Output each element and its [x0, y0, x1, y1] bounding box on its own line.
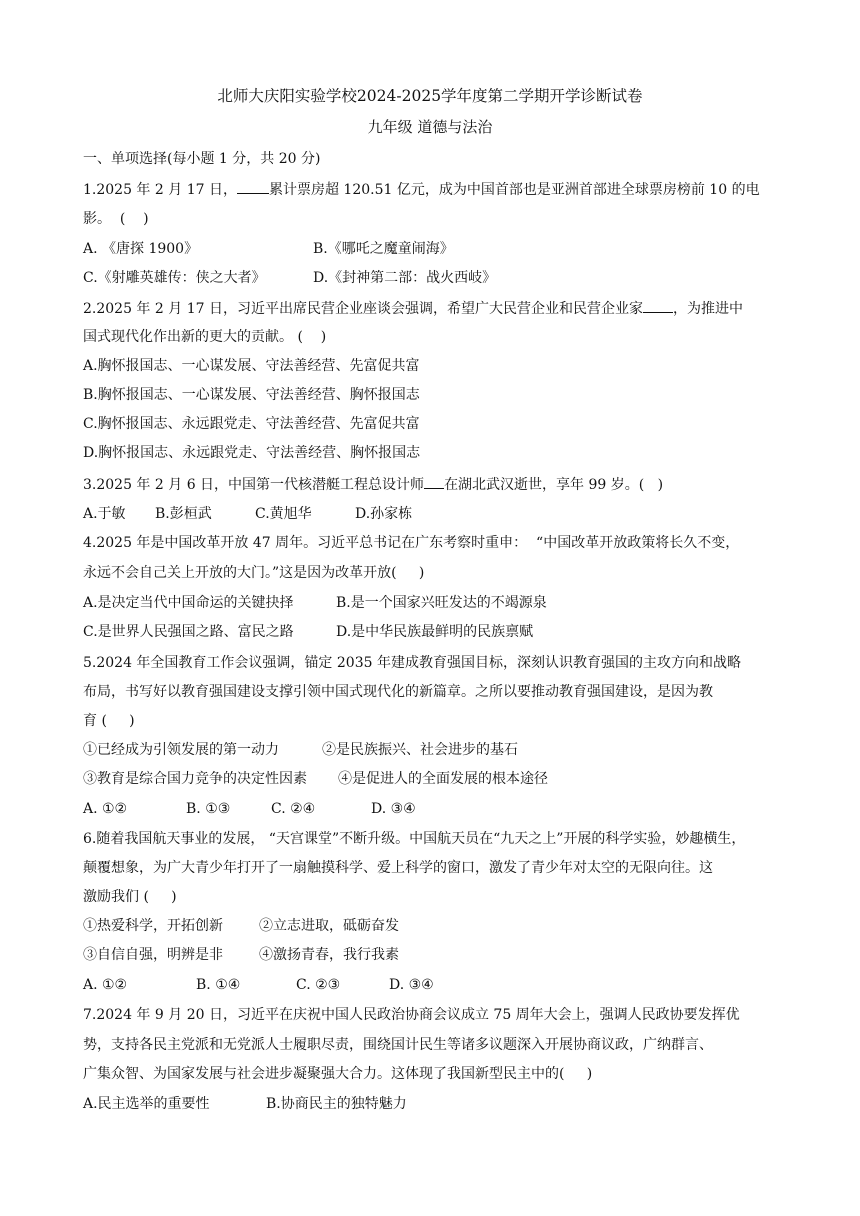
question-5-option-d[interactable]: D. ③④	[371, 801, 416, 817]
section-heading: 一、单项选择(每小题 1 分，共 20 分)	[83, 151, 321, 167]
question-5-statement-2: ②是民族振兴、社会进步的基石	[322, 742, 518, 758]
question-2-option-a[interactable]: A.胸怀报国志、一心谋发展、守法善经营、先富促共富	[83, 358, 420, 374]
question-3-option-d[interactable]: D.孙家栋	[355, 506, 413, 522]
question-7-stem-line-1: 7.2024 年 9 月 20 日，习近平在庆祝中国人民政治协商会议成立 75 周年大会上，强调人民政协要发挥优	[83, 1007, 740, 1023]
question-6-statement-2: ②立志进取，砥砺奋发	[259, 918, 399, 934]
question-4-stem-line-1: 4.2025 年是中国改革开放 47 周年。习近平总书记在广东考察时重申： “中国改革开放政策将长久不变，	[83, 535, 740, 551]
question-2-option-b[interactable]: B.胸怀报国志、一心谋发展、守法善经营、胸怀报国志	[83, 387, 420, 403]
question-6-statement-4: ④激扬青春，我行我素	[259, 947, 399, 963]
question-2-option-d[interactable]: D.胸怀报国志、永远跟党走、守法善经营、胸怀报国志	[83, 445, 421, 461]
answer-blank	[237, 179, 269, 194]
question-5-statement-3: ③教育是综合国力竞争的决定性因素	[83, 771, 307, 787]
question-1-option-d[interactable]: D.《封神第二部：战火西岐》	[313, 270, 497, 286]
question-7-option-a[interactable]: A.民主选举的重要性	[83, 1096, 210, 1112]
question-5-stem-line-3: 育 ( )	[83, 713, 135, 729]
question-7-stem-line-3: 广集众智、为国家发展与社会进步凝聚强大合力。这体现了我国新型民主中的( )	[83, 1066, 593, 1082]
question-6-option-b[interactable]: B. ①④	[196, 977, 241, 993]
question-1-stem-line-2: 影。 ( )	[83, 211, 149, 227]
question-6-statement-3: ③自信自强，明辨是非	[83, 947, 223, 963]
question-4-option-a[interactable]: A.是决定当代中国命运的关键抉择	[83, 595, 294, 611]
question-7-stem-line-2: 势，支持各民主党派和无党派人士履职尽责，围绕国计民生等诸多议题深入开展协商议政，广纳群言、	[83, 1037, 713, 1053]
question-5-option-b[interactable]: B. ①③	[186, 801, 231, 817]
question-2-stem-line-1: 2.2025 年 2 月 17 日，习近平出席民营企业座谈会强调，希望广大民营企业和民营企业家 ，为推进中	[83, 298, 743, 319]
exam-title: 北师大庆阳实验学校2024-2025学年度第二学期开学诊断试卷	[217, 87, 643, 105]
question-4-option-c[interactable]: C.是世界人民强国之路、富民之路	[83, 624, 294, 640]
question-5-stem-line-2: 布局，书写好以教育强国建设支撑引领中国式现代化的新篇章。之所以要推动教育强国建设，是因为教	[83, 684, 713, 700]
question-6-option-a[interactable]: A. ①②	[83, 977, 128, 993]
question-4-option-b[interactable]: B.是一个国家兴旺发达的不竭源泉	[336, 595, 547, 611]
question-6-stem-line-3: 激励我们 ( )	[83, 889, 177, 905]
question-1-option-c[interactable]: C.《射雕英雄传：侠之大者》	[83, 270, 266, 286]
question-2-stem-line-2: 国式现代化作出新的更大的贡献。 ( )	[83, 329, 327, 345]
question-3-option-a[interactable]: A.于敏	[83, 506, 126, 522]
answer-blank	[643, 298, 673, 313]
question-6-statement-1: ①热爱科学，开拓创新	[83, 918, 223, 934]
question-6-option-d[interactable]: D. ③④	[389, 977, 434, 993]
question-5-statement-1: ①已经成为引领发展的第一动力	[83, 742, 279, 758]
question-3-stem: 3.2025 年 2 月 6 日，中国第一代核潜艇工程总设计师 在湖北武汉逝世，享年 99 岁。( )	[83, 474, 663, 495]
question-4-stem-line-2: 永远不会自己关上开放的大门。”这是因为改革开放( )	[83, 565, 425, 581]
question-3-option-b[interactable]: B.彭桓武	[155, 506, 212, 522]
exam-subtitle: 九年级 道德与法治	[367, 118, 493, 136]
question-7-option-b[interactable]: B.协商民主的独特魅力	[266, 1096, 407, 1112]
question-1-stem-line-1: 1.2025 年 2 月 17 日， 累计票房超 120.51 亿元，成为中国首部也是亚洲首部进全球票房榜前 10 的电	[83, 179, 760, 200]
question-5-stem-line-1: 5.2024 年全国教育工作会议强调，锚定 2035 年建成教育强国目标，深刻认识教育强国的主攻方向和战略	[83, 655, 741, 671]
question-4-option-d[interactable]: D.是中华民族最鲜明的民族禀赋	[336, 624, 534, 640]
question-2-option-c[interactable]: C.胸怀报国志、永远跟党走、守法善经营、先富促共富	[83, 416, 420, 432]
question-1-option-a[interactable]: A. 《唐探 1900》	[83, 241, 199, 257]
question-6-stem-line-1: 6.随着我国航天事业的发展， “天宫课堂”不断升级。中国航天员在“九天之上”开展的科学实验，妙趣横生，	[83, 831, 746, 847]
question-5-statement-4: ④是促进人的全面发展的根本途径	[338, 771, 548, 787]
question-6-stem-line-2: 颠覆想象，为广大青少年打开了一扇触摸科学、爱上科学的窗口，激发了青少年对太空的无限向往。这	[83, 860, 713, 876]
question-1-option-b[interactable]: B.《哪吒之魔童闹海》	[313, 241, 454, 257]
question-3-option-c[interactable]: C.黄旭华	[255, 506, 312, 522]
answer-blank	[424, 474, 444, 489]
question-5-option-c[interactable]: C. ②④	[271, 801, 316, 817]
question-5-option-a[interactable]: A. ①②	[83, 801, 128, 817]
question-6-option-c[interactable]: C. ②③	[296, 977, 341, 993]
